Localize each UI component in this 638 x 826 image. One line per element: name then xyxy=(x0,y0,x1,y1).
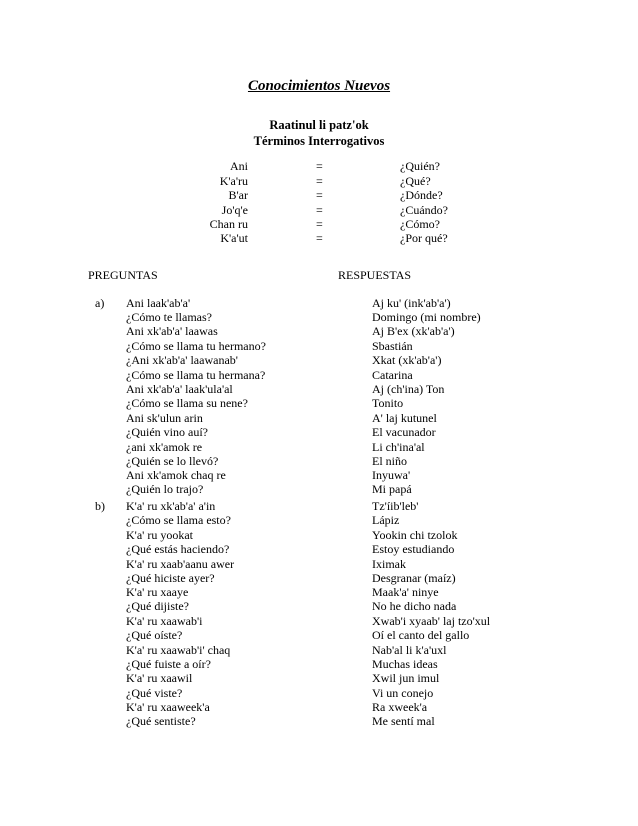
answer: Iximak xyxy=(372,557,406,571)
answer: Ra xweek'a xyxy=(372,700,428,714)
answer: Me sentí mal xyxy=(372,714,435,728)
answer: Inyuwa' xyxy=(372,468,411,482)
answer: Domingo (mi nombre) xyxy=(372,310,481,324)
vocab-equals: = xyxy=(316,203,323,217)
vocab-translation: ¿Por qué? xyxy=(400,231,448,245)
question: ¿Qué dijiste? xyxy=(126,599,189,613)
vocab-translation: ¿Qué? xyxy=(400,174,431,188)
answer: Xkat (xk'ab'a') xyxy=(372,353,442,367)
question: ¿Cómo te llamas? xyxy=(126,310,212,324)
section-label-b: b) xyxy=(95,499,105,513)
vocab-translation: ¿Cuándo? xyxy=(400,203,448,217)
question: ¿Ani xk'ab'a' laawanab' xyxy=(126,353,238,367)
heading-preguntas: PREGUNTAS xyxy=(88,268,158,282)
question: ¿Qué fuiste a oír? xyxy=(126,657,211,671)
question: ¿Quién se lo llevó? xyxy=(126,454,219,468)
answer: Lápiz xyxy=(372,513,400,527)
answer: Aj ku' (ink'ab'a') xyxy=(372,296,451,310)
question: Ani xk'ab'a' laawas xyxy=(126,324,218,338)
page-title: Conocimientos Nuevos xyxy=(247,78,391,94)
question: ¿Qué hiciste ayer? xyxy=(126,571,215,585)
vocab-equals: = xyxy=(316,231,323,245)
vocab-term: Chan ru xyxy=(209,217,248,231)
question: K'a' ru xk'ab'a' a'in xyxy=(126,499,216,513)
question: K'a' ru yookat xyxy=(126,528,193,542)
question: ¿Cómo se llama esto? xyxy=(126,513,231,527)
question: Ani laak'ab'a' xyxy=(126,296,191,310)
answer: Aj (ch'ina) Ton xyxy=(372,382,445,396)
answer: Vi un conejo xyxy=(372,686,434,700)
question: K'a' ru xaawab'i' chaq xyxy=(126,643,231,657)
vocab-translation: ¿Cómo? xyxy=(400,217,440,231)
answer: Maak'a' ninye xyxy=(372,585,439,599)
answer: Xwil jun imul xyxy=(372,671,440,685)
section-label-a: a) xyxy=(95,296,105,310)
question: ¿Qué estás haciendo? xyxy=(126,542,230,556)
vocab-translation: ¿Quién? xyxy=(400,159,440,173)
question: ¿Cómo se llama tu hermana? xyxy=(126,368,266,382)
vocab-equals: = xyxy=(316,188,323,202)
heading-respuestas: RESPUESTAS xyxy=(338,268,412,282)
answer: Yookin chi tzolok xyxy=(372,528,458,542)
question: Ani xk'amok chaq re xyxy=(126,468,226,482)
vocab-term: K'a'ru xyxy=(219,174,248,188)
answer: Tonito xyxy=(372,396,404,410)
answer: Xwab'i xyaab' laj tzo'xul xyxy=(372,614,491,628)
answer: El niño xyxy=(372,454,407,468)
answer: No he dicho nada xyxy=(372,599,457,613)
answer: Desgranar (maíz) xyxy=(372,571,456,585)
vocab-translation: ¿Dónde? xyxy=(400,188,443,202)
answer: Tz'íib'leb' xyxy=(372,499,419,513)
subtitle-spanish: Términos Interrogativos xyxy=(253,134,385,148)
answer: Muchas ideas xyxy=(372,657,438,671)
answer: Sbastián xyxy=(372,339,413,353)
answer: Mi papá xyxy=(372,482,412,496)
answer: Aj B'ex (xk'ab'a') xyxy=(372,324,455,338)
answer: A' laj kutunel xyxy=(372,411,437,425)
question: ¿Qué oíste? xyxy=(126,628,183,642)
question: ¿Cómo se llama tu hermano? xyxy=(126,339,266,353)
vocab-term: Jo'q'e xyxy=(221,203,248,217)
answer: Oí el canto del gallo xyxy=(372,628,470,642)
question: ¿Cómo se llama su nene? xyxy=(126,396,248,410)
question: K'a' ru xaaye xyxy=(126,585,189,599)
question: Ani xk'ab'a' laak'ula'al xyxy=(126,382,233,396)
answer: Estoy estudiando xyxy=(372,542,455,556)
vocab-equals: = xyxy=(316,217,323,231)
question: K'a' ru xaab'aanu awer xyxy=(126,557,235,571)
question: K'a' ru xaawil xyxy=(126,671,193,685)
vocab-equals: = xyxy=(316,174,323,188)
question: ¿ani xk'amok re xyxy=(126,440,203,454)
question: K'a' ru xaaweek'a xyxy=(126,700,210,714)
vocab-equals: = xyxy=(316,159,323,173)
question: ¿Qué sentiste? xyxy=(126,714,196,728)
answer: Li ch'ina'al xyxy=(372,440,425,454)
question: ¿Quién lo trajo? xyxy=(126,482,204,496)
answer: El vacunador xyxy=(372,425,436,439)
subtitle-kiche: Raatinul li patz'ok xyxy=(269,118,369,132)
question: K'a' ru xaawab'i xyxy=(126,614,203,628)
answer: Catarina xyxy=(372,368,413,382)
question: Ani sk'ulun arin xyxy=(126,411,203,425)
vocab-term: B'ar xyxy=(228,188,248,202)
answer: Nab'al li k'a'uxl xyxy=(372,643,447,657)
question: ¿Quién vino auí? xyxy=(126,425,208,439)
question: ¿Qué viste? xyxy=(126,686,183,700)
vocab-term: K'a'ut xyxy=(220,231,248,245)
vocab-term: Ani xyxy=(230,159,248,173)
